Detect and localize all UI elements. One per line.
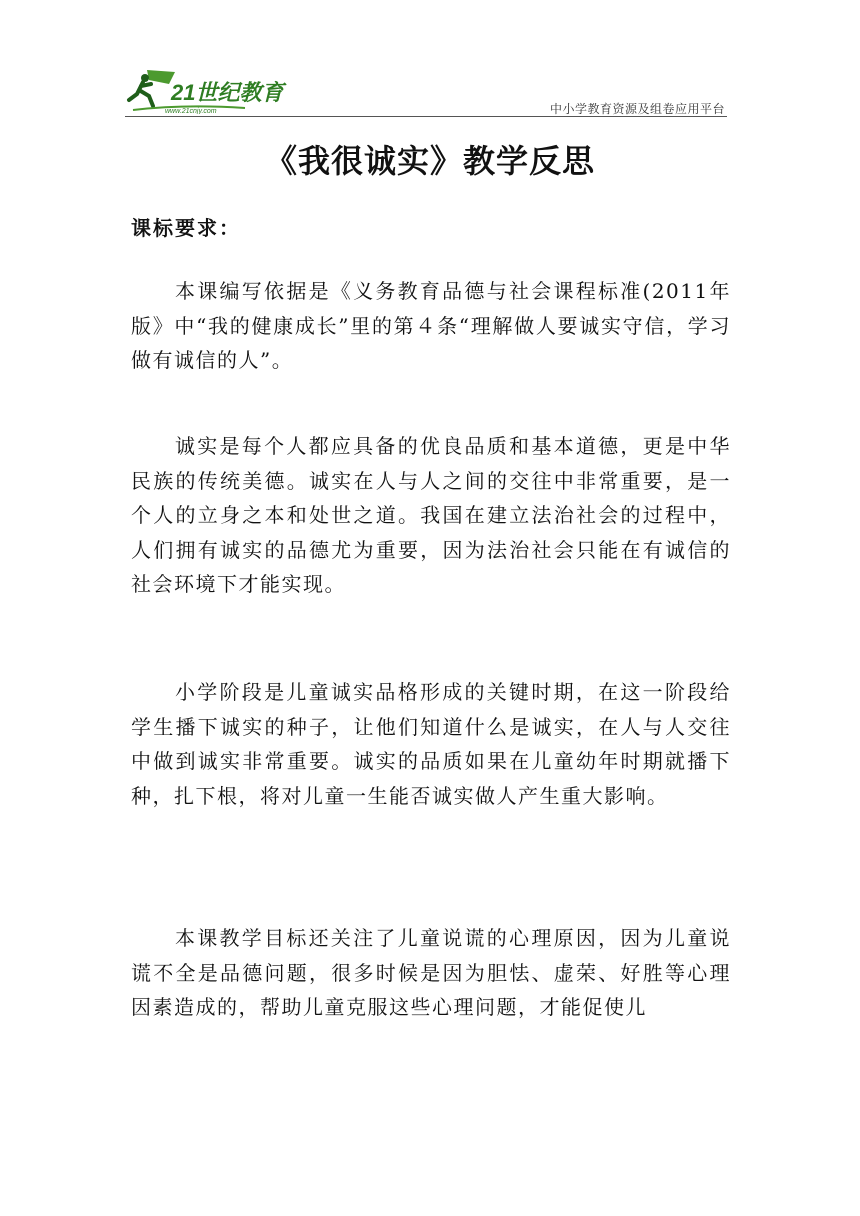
paragraph-1: 本课编写依据是《义务教育品德与社会课程标准(2011年版》中“我的健康成长”里的第４条“理解做人要诚实守信，学习做有诚信的人”。 (131, 279, 731, 372)
page-header (125, 66, 727, 118)
logo-url: www.21cnjy.com (165, 108, 217, 114)
section-heading: 课标要求： (131, 216, 241, 240)
paragraph-2: 诚实是每个人都应具备的优良品质和基本道德，更是中华民族的传统美德。诚实在人与人之间的交往中非常重要，是一个人的立身之本和处世之道。我国在建立法治社会的过程中，人们拥有诚实的品德尤为重要，因为法治社会只能在有诚信的社会环境下才能实现。 (131, 434, 731, 596)
header-divider (125, 116, 727, 117)
logo-21cnjy (125, 66, 295, 114)
document-title: 《我很诚实》教学反思 (264, 142, 595, 180)
header-tagline: 中小学教育资源及组卷应用平台 (549, 102, 725, 116)
logo-runner-body (129, 82, 153, 106)
logo-text: 21世纪教育 (171, 80, 284, 105)
paragraph-3: 小学阶段是儿童诚实品格形成的关键时期，在这一阶段给学生播下诚实的种子，让他们知道什么是诚实，在人与人交往中做到诚实非常重要。诚实的品质如果在儿童幼年时期就播下种，扎下根，将对儿童一生能否诚实做人产生重大影响。 (131, 680, 731, 808)
paragraph-4: 本课教学目标还关注了儿童说谎的心理原因，因为儿童说谎不全是品德问题，很多时候是因为胆怯、虚荣、好胜等心理因素造成的，帮助儿童克服这些心理问题，才能促使儿 (131, 926, 731, 1019)
